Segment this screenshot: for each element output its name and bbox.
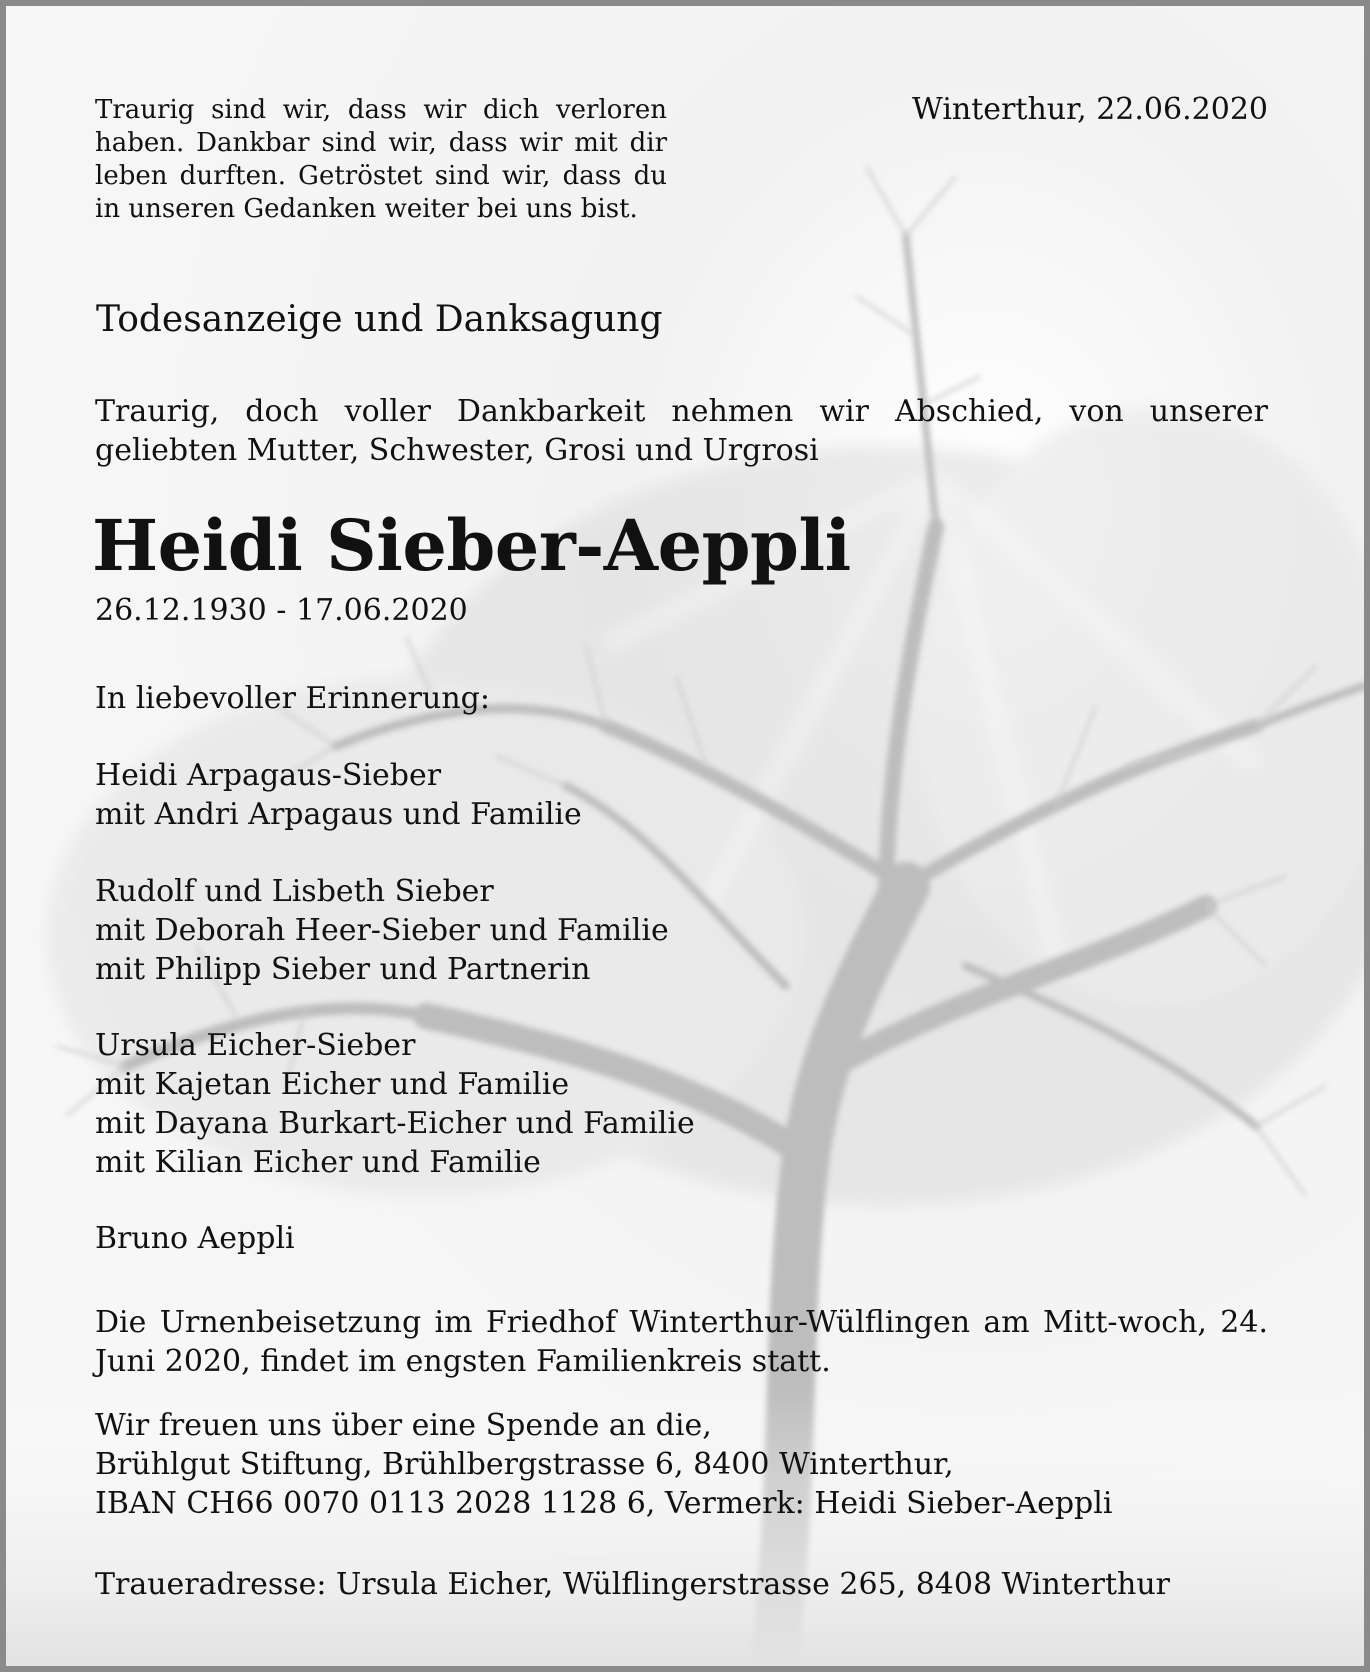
- mourner-line: mit Dayana Burkart-Eicher und Familie: [95, 1106, 695, 1141]
- mourner-group: [95, 1219, 295, 1258]
- mourner-line: mit Philipp Sieber und Partnerin: [95, 952, 591, 987]
- donation-line: Brühlgut Stiftung, Brühlbergstrasse 6, 8400 Winterthur,: [95, 1447, 954, 1482]
- mourner-line: mit Andri Arpagaus und Familie: [95, 797, 582, 832]
- donation-line: Wir freuen uns über eine Spende an die,: [95, 1408, 712, 1443]
- notice-heading: Todesanzeige und Danksagung: [96, 299, 663, 340]
- place-date: Winterthur, 22.06.2020: [912, 92, 1268, 127]
- mourner-group: [95, 1026, 695, 1182]
- life-dates: 26.12.1930 - 17.06.2020: [95, 593, 468, 628]
- burial-info: Die Urnenbeisetzung im Friedhof Winterthur-Wülflingen am Mitt-woch, 24. Juni 2020, findet im engsten Familienkreis statt.: [95, 1305, 1268, 1379]
- intro-text: Traurig, doch voller Dankbarkeit nehmen wir Abschied, von unserer geliebten Mutter, Schwester, Grosi und Urgrosi: [95, 394, 1268, 468]
- memory-label: In liebevoller Erinnerung:: [95, 681, 490, 716]
- mourner-group: [95, 756, 582, 834]
- mourner-group: [95, 872, 669, 989]
- mourner-line: mit Deborah Heer-Sieber und Familie: [95, 913, 669, 948]
- verse: Traurig sind wir, dass wir dich verloren haben. Dankbar sind wir, dass wir mit dir leben durften. Getröstet sind wir, dass du in unseren Gedanken weiter bei uns bist.: [95, 95, 667, 224]
- mourner-line: Bruno Aeppli: [95, 1221, 295, 1256]
- mourner-line: Rudolf und Lisbeth Sieber: [95, 874, 494, 909]
- obituary-notice: [6, 6, 1364, 1666]
- mourner-line: Heidi Arpagaus-Sieber: [95, 758, 442, 793]
- mourning-address: Traueradresse: Ursula Eicher, Wülflingerstrasse 265, 8408 Winterthur: [95, 1567, 1171, 1602]
- deceased-name: Heidi Sieber-Aeppli: [92, 504, 851, 587]
- mourner-line: mit Kilian Eicher und Familie: [95, 1145, 541, 1180]
- donation-info: [95, 1406, 1112, 1523]
- mourner-line: Ursula Eicher-Sieber: [95, 1028, 416, 1063]
- mourner-line: mit Kajetan Eicher und Familie: [95, 1067, 570, 1102]
- donation-line: IBAN CH66 0070 0113 2028 1128 6, Vermerk: Heidi Sieber-Aeppli: [95, 1486, 1113, 1521]
